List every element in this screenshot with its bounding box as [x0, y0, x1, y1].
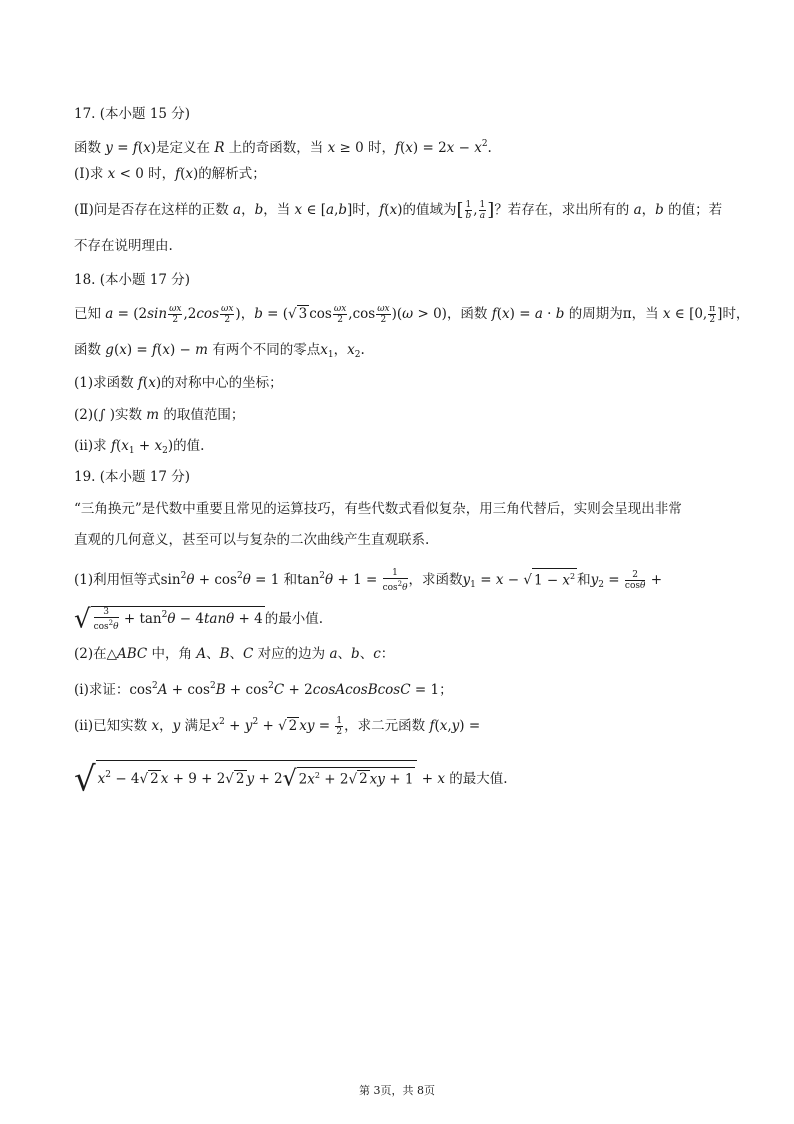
q19-part2: (2)在△ABC 中，角 A、B、C 对应的边为 a、b、c： [74, 646, 395, 662]
q18-stem: 已知 a = (2sin $\frac{\omega x}{2}$ ,2cos $\frac{\omega x}{2}$ )，b = (√ 3 cos $\frac{\omega x}{2}$ ,cos $\frac{\omega x}{2}$ )(ω > 0)，函数 f(x) = a · b 的周期为π，当 x ∈ [0, $\frac{\pi}{2}$ ]时， [74, 304, 750, 325]
q17-stem: 函数 y = f(x)是定义在 R 上的奇函数，当 x ≥ 0 时，$f(x) = 2x - x^2$. [74, 139, 492, 156]
q18-part3: (ⅱ)求 $f(x_1 + x_2)$的值. [74, 438, 205, 456]
q19-intro-line1: “三角换元”是代数中重要且常见的运算技巧，有些代数式看似复杂，用三角代替后，实则会呈现出非常 [74, 501, 682, 517]
q19-part-i: (i)求证：$\cos^2A + \cos^2B + \cos^2C$ + 2cosAcosBcosC = 1； [74, 681, 453, 698]
q19-part1: (1)利用恒等式$\sin^2\theta + \cos^2\theta = 1$ 和$\tan^2\theta + 1$ = $\frac{1}{\cos^2\theta}$ ，求函数$y_1 = x$ − √ $1 - x^2$ 和$y_2$ = $\frac{2}{\cos\theta}$ + [74, 568, 663, 593]
page-footer: 第 3页，共 8页 [359, 1084, 435, 1097]
q18-header: 18. (本小题 17 分) [74, 272, 191, 288]
q19-part1-cont: √ $\frac{3}{\cos^2\theta}$ + $\tan^2\theta - 4\tan\theta + 4$ 的最小值. [74, 604, 324, 635]
q17-part2-cont: 不存在说明理由. [74, 238, 173, 254]
q19-intro-line2: 直观的几何意义，甚至可以与复杂的二次曲线产生直观联系. [74, 532, 430, 548]
q17-part1: (Ⅰ)求 x < 0 时，f(x)的解析式； [74, 166, 266, 182]
q18-part1: (1)求函数 f(x)的对称中心的坐标； [74, 375, 283, 391]
q19-header: 19. (本小题 17 分) [74, 469, 191, 485]
q18-part2: (2)(∫ )实数 m 的取值范围； [74, 407, 245, 423]
q19-part-ii-cont: √ $x^2 - 4√$ 2 x + 9 + 2√ 2 y + 2√ $2x^2 + 2√$ 2 xy + 1 + x 的最大值. [74, 759, 508, 800]
q19-part-ii: (ii)已知实数 x，y 满足$x^2 + y^2$ + √ 2 xy = $\frac{1}{2}$ ，求二元函数 f(x,y) = [74, 716, 481, 737]
q18-stem2: 函数 g(x) = f(x) − m 有两个不同的零点$x_1$，$x_2$. [74, 342, 365, 360]
q17-part2: (Ⅱ)问是否存在这样的正数 a，b，当 x ∈ [a,b]时，f(x)的值域为[ $\frac{1}{b}$ , $\frac{1}{a}$ ]？若存在，求出所有的 a，b 的值；若 [74, 199, 723, 221]
q17-header: 17. (本小题 15 分) [74, 106, 191, 122]
